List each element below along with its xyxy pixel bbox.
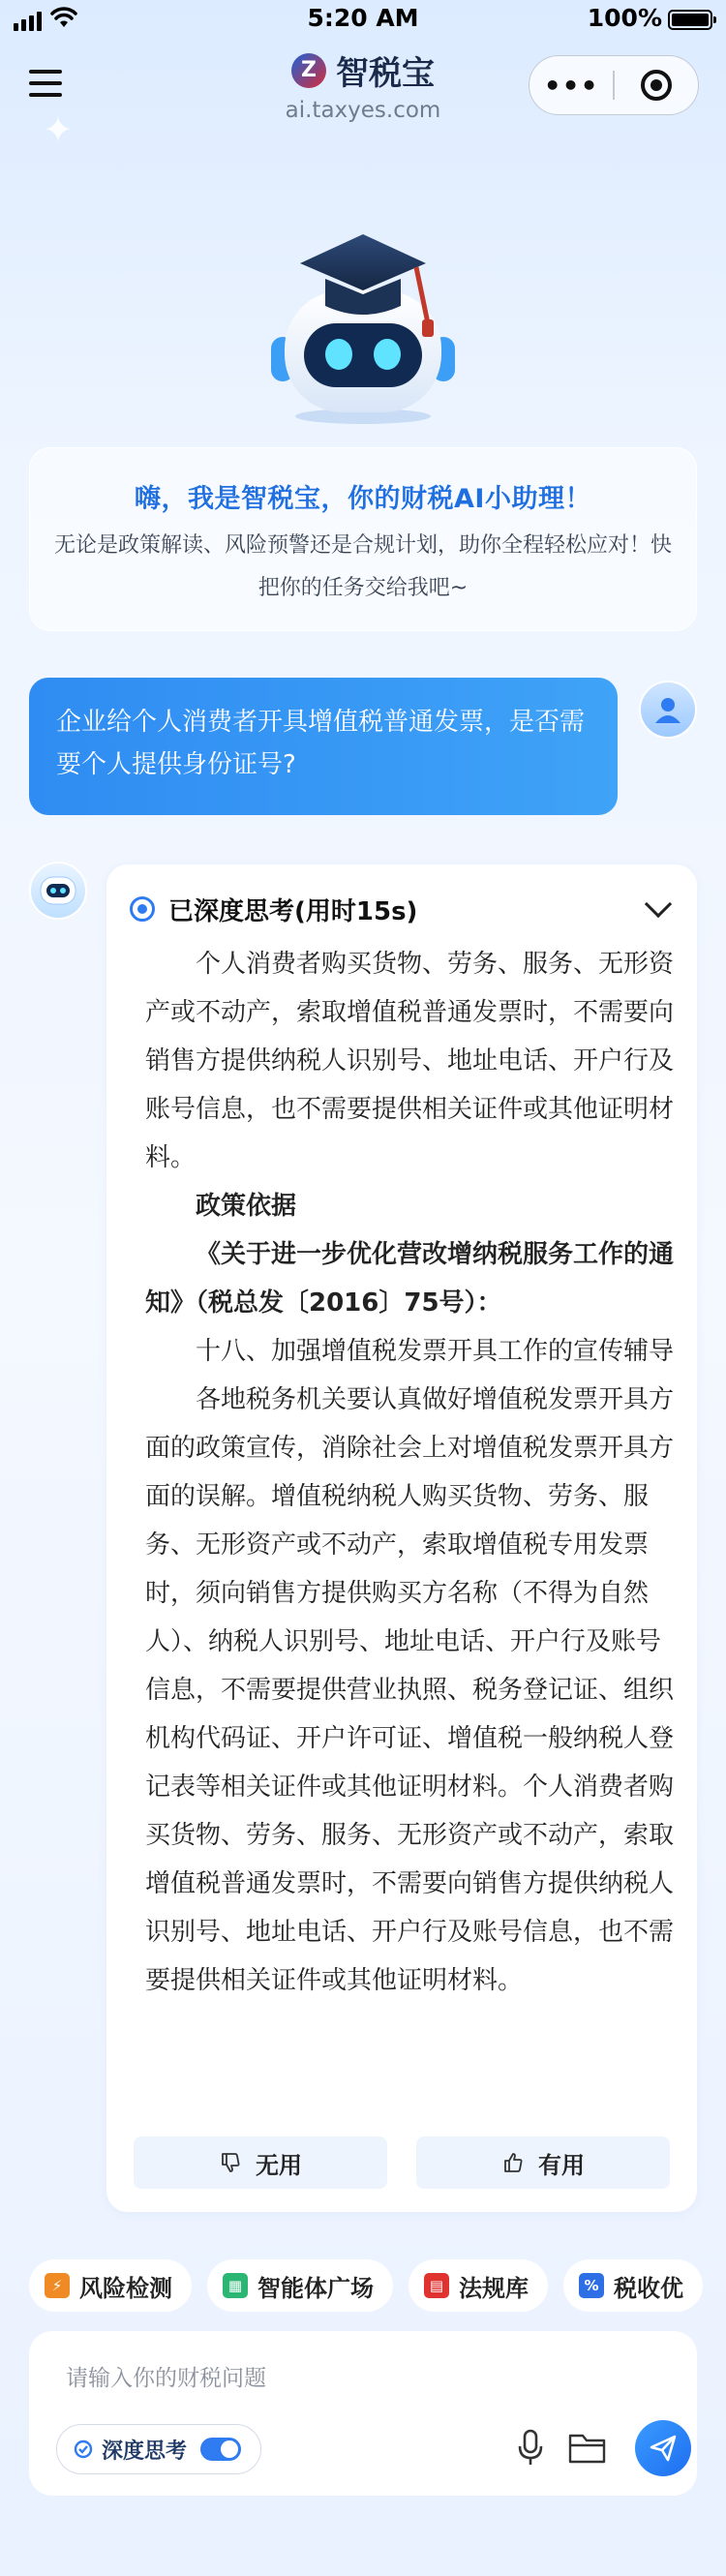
useless-label: 无用 <box>256 2151 302 2179</box>
feedback-row <box>134 2137 670 2189</box>
chip-label: 法规库 <box>459 2274 529 2302</box>
more-icon[interactable]: ••• <box>543 69 599 102</box>
send-icon <box>649 2434 678 2463</box>
risk-shield-icon: ⚡ <box>45 2273 70 2298</box>
useful-button[interactable] <box>416 2137 670 2189</box>
status-bar <box>0 0 726 39</box>
chip-label: 智能体广场 <box>257 2274 374 2302</box>
answer-clause-title: 十八、加强增值税发票开具工作的宣传辅导 <box>196 1337 675 1366</box>
battery-icon <box>668 10 712 30</box>
deep-think-label: 深度思考 <box>102 2439 188 2464</box>
thumbs-up-icon <box>501 2151 525 2174</box>
bot-avatar-icon <box>29 862 87 920</box>
thinking-toggle[interactable] <box>130 890 674 928</box>
thinking-label: 已深度思考(用时15s) <box>168 896 418 926</box>
thinking-status-icon <box>130 896 155 922</box>
miniapp-capsule <box>529 55 699 115</box>
user-message-bubble: 企业给个人消费者开具增值税普通发票，是否需要个人提供身份证号? <box>29 678 618 815</box>
chat-input-panel <box>29 2331 697 2496</box>
deep-think-icon <box>73 2439 94 2460</box>
welcome-text: 无论是政策解读、风险预警还是合规计划，助你全程轻松应对！快把你的任务交给我吧~ <box>53 533 672 600</box>
microphone-icon[interactable] <box>515 2428 546 2467</box>
question-input[interactable]: 请输入你的财税问题 <box>66 2366 266 2391</box>
law-book-icon: ▤ <box>424 2273 449 2298</box>
welcome-card <box>29 447 697 631</box>
chip-risk-check[interactable] <box>29 2259 192 2312</box>
useful-label: 有用 <box>538 2151 585 2179</box>
quick-action-chips <box>29 2259 726 2312</box>
answer-body <box>145 940 680 2005</box>
chevron-down-icon[interactable] <box>645 891 672 918</box>
chip-law-library[interactable] <box>408 2259 548 2312</box>
send-button[interactable] <box>635 2420 691 2476</box>
chip-label: 税收优 <box>614 2274 683 2302</box>
status-time: 5:20 AM <box>307 4 419 32</box>
deep-think-switch[interactable] <box>200 2438 241 2461</box>
thumbs-down-icon <box>219 2151 242 2174</box>
battery-percent: 100% <box>587 4 662 32</box>
welcome-title: 嗨，我是智税宝，你的财税AI小助理！ <box>135 484 591 514</box>
sparkle-icon: ✦ <box>43 108 74 151</box>
brand-name: 智税宝 <box>336 54 435 93</box>
grid-apps-icon: ▦ <box>223 2273 248 2298</box>
deep-think-toggle[interactable] <box>56 2424 261 2474</box>
useless-button[interactable] <box>134 2137 387 2189</box>
chip-tax-benefits[interactable] <box>563 2259 703 2312</box>
robot-mascot-icon <box>261 223 465 426</box>
brand-url: ai.taxyes.com <box>285 98 441 123</box>
answer-paragraph: 各地税务机关要认真做好增值税发票开具方面的政策宣传，消除社会上对增值税发票开具方面的误解。增值税纳税人购买货物、劳务、服务、无形资产或不动产，索取增值税专用发票时，须向销售方提供购买方名称（不得为自然人）、纳税人识别号、地址电话、开户行及账号信息，不需要提供营业执照、税务登记证、组织机构代码证、开户许可证、增值税一般纳税人登记表等相关证件或其他证明材料。个人消费者购买货物、劳务、服务、无形资产或不动产，索取增值税普通发票时，不需要向销售方提供纳税人识别号、地址电话、开户行及账号信息，也不需要提供相关证件或其他证明材料。 <box>145 1385 675 1995</box>
brand-logo-icon: Z <box>291 53 326 88</box>
close-miniapp-icon[interactable] <box>615 70 698 101</box>
policy-document-title: 《关于进一步优化营改增纳税服务工作的通知》（税总发〔2016〕75号）： <box>145 1240 675 1318</box>
user-avatar-icon <box>639 681 697 739</box>
answer-card <box>106 864 697 2212</box>
tax-percent-icon: % <box>579 2273 604 2298</box>
answer-heading: 政策依据 <box>196 1192 297 1221</box>
chip-agent-plaza[interactable] <box>207 2259 393 2312</box>
folder-icon[interactable] <box>567 2428 608 2467</box>
chip-label: 风险检测 <box>79 2274 172 2302</box>
answer-paragraph: 个人消费者购买货物、劳务、服务、无形资产或不动产，索取增值税普通发票时，不需要向销售方提供纳税人识别号、地址电话、开户行及账号信息，也不需要提供相关证件或其他证明材料。 <box>145 950 675 1172</box>
